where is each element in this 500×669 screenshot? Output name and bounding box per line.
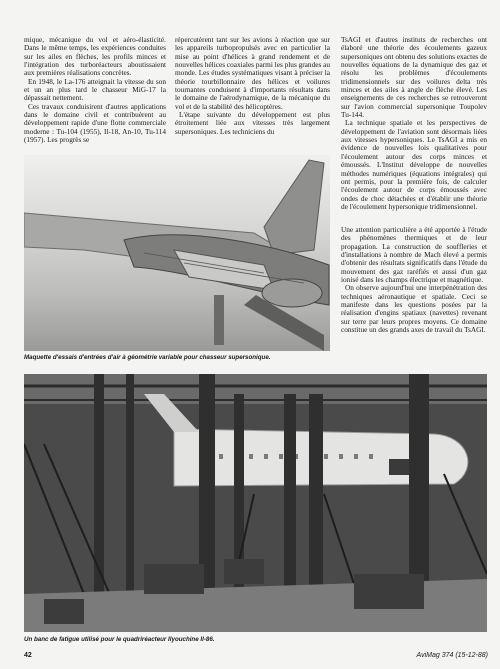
text-column-2 [175, 36, 330, 136]
text-column-3 [341, 36, 487, 211]
paragraph: En 1948, le La-176 atteignait la vitesse du son et un an plus tard le chasseur MiG-17 la dépassait nettement. [24, 76, 166, 103]
text-column-1 [24, 36, 166, 144]
photo-caption: Maquette d'essais d'entrées d'air à géométrie variable pour chasseur supersonique. [24, 354, 271, 361]
text-column-3-lower [341, 226, 487, 334]
aircraft-model-illustration [24, 155, 330, 351]
fatigue-test-rig-photo [24, 374, 487, 632]
photo-caption: Un banc de fatigue utilisé pour le quadriréacteur Ilyouchine Il-86. [24, 636, 215, 643]
page-number: 42 [24, 652, 32, 659]
hangar-illustration [24, 374, 487, 632]
paragraph: mique, mécanique du vol et aéro-élasticité. Dans le même temps, les expériences conduites sur les ailes en flèches, les profils minces et l'intégration des turboréacteurs aboutissaient aux premières réalisations concrètes. [24, 35, 166, 78]
paragraph: L'étape suivante du développement est plus étroitement liée aux vitesses très largement supersoniques. Les techniciens du [175, 110, 330, 136]
paragraph: La technique spatiale et les perspectives de développement de l'aviation sont désormais liées aux vitesses hypersoniques. Le TsAGI a mis en évidence de nouvelles lois qualitatives pour l'écoulement autour des corps minces et émoussés. L'Institut développe de nouvelles méthodes numériques (équations intégrales) qui ont permis, pour la première fois, de calculer l'écoulement autour de corps émoussés avec ondes de choc détachées et d'établir une théorie de l'écoulement hypersonique tridimensionnel. [341, 118, 487, 211]
paragraph: répercutèrent tant sur les avions à réaction que sur les appareils turbopropulsés avec en particulier la mise au point d'hélices à grand rendement et de nouvelles hélices coaxiales parmi les plus grandes au monde. Les études systématiques visant à préciser la théorie tourbillonnaire des hélices et voilures tournantes conduisent à d'importants résultats dans le domaine de l'aérodynamique, de la mécanique du vol et de la stabilité des hélicoptères. [175, 35, 331, 111]
aircraft-model-photo [24, 155, 330, 351]
publication-info: AviMag 374 (15-12-88) [416, 652, 488, 659]
paragraph: Une attention particulière a été apportée à l'étude des phénomènes thermiques et de leur propagation. La construction de souffleries et d'installations à nombre de Mach élevé a permis d'obtenir des résultats significatifs dans l'étude du mouvement des gaz raréfiés et aussi d'un gaz ionisé dans les champs électrique et magnétique. [341, 225, 487, 285]
paragraph: TsAGI et d'autres instituts de recherches ont élaboré une théorie des écoulements gazeux supersoniques ont obtenu des solutions exactes de nouvelles équations de la dynamique des gaz et résolu les problèmes d'écoulements tridimensionnels sur des voilures delta très minces et des ailes à angle de flèche élevé. Les enseignements de ces recherches se retrouveront sur l'avion commercial supersonique Toupolev Tu-144. [341, 35, 487, 120]
paragraph: Ces travaux conduisirent d'autres applications dans le domaine civil et contribuèrent au développement rapide d'une flotte commerciale moderne : Tu-104 (1955), Il-18, An-10, Tu-114 (1957). Les progrès se [24, 101, 166, 145]
paragraph: On observe aujourd'hui une interpénétration des techniques aéronautique et spatiale. Ceci se manifeste dans les questions posées par la réalisation d'engins spatiaux (navettes) revenant sur terre par leurs propres moyens. Ce domaine constitue un des grands axes de travail du TsAGI. [341, 283, 487, 335]
